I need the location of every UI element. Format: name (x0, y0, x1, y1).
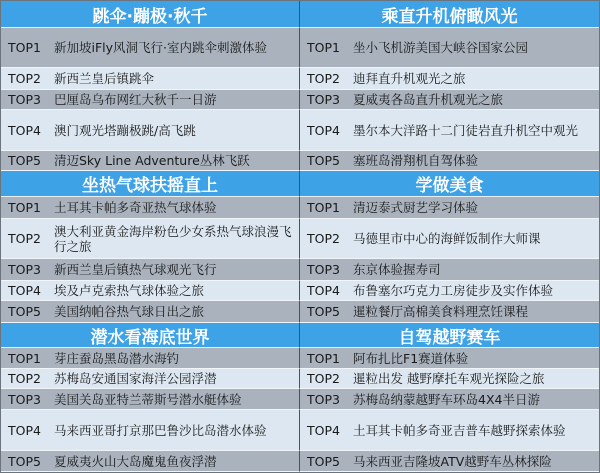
table-row (300, 90, 599, 110)
rank-label: TOP5 (8, 153, 41, 168)
rank-label: TOP2 (8, 71, 41, 86)
item-text: 美国关岛亚特兰蒂斯号潜水艇体验 (54, 391, 242, 407)
item-text: 夏威夷各岛直升机观光之旅 (353, 92, 504, 107)
table-row (300, 410, 599, 451)
section-header: 坐热气球扶摇直上 (1, 171, 300, 197)
table-row (1, 410, 300, 451)
table-row (300, 369, 599, 389)
item-text: 马来西亚哥打京那巴鲁沙比岛潜水体验 (54, 422, 267, 438)
item-text: 清迈泰式厨艺学习体验 (353, 200, 479, 215)
item-text: 芽庄蚕岛黑岛潜水海钓 (54, 350, 180, 366)
item-text: 暹粒出发 越野摩托车观光探险之旅 (353, 371, 545, 386)
rank-label: TOP5 (307, 153, 340, 168)
rank-label: TOP3 (307, 92, 340, 107)
item-text: 马来西亚吉隆坡ATV越野车丛林探险 (353, 453, 552, 469)
rank-label: TOP4 (307, 122, 340, 138)
item-text: 迪拜直升机观光之旅 (353, 71, 466, 86)
section-header: 自驾越野赛车 (300, 323, 599, 348)
item-text: 暹粒餐厅高棉美食料理烹饪课程 (353, 304, 529, 319)
rank-label: TOP3 (8, 391, 41, 407)
table-row (1, 389, 300, 410)
rank-label: TOP5 (8, 453, 41, 469)
rank-label: TOP1 (8, 40, 41, 55)
rank-label: TOP5 (307, 453, 340, 469)
rank-label: TOP4 (8, 283, 41, 298)
table-row (1, 219, 300, 259)
item-text: 美国纳帕谷热气球日出之旅 (54, 304, 205, 319)
table-row (300, 259, 599, 281)
table-row (300, 28, 599, 68)
section-header: 学做美食 (300, 171, 599, 197)
table-row (1, 301, 300, 323)
rank-label: TOP1 (8, 350, 41, 366)
item-text: 澳大利亚黄金海岸粉色少女系热气球浪漫飞行之旅 (54, 223, 292, 254)
table-row (1, 151, 300, 171)
rank-label: TOP1 (8, 200, 41, 215)
table-row (1, 259, 300, 281)
table-row (300, 219, 599, 259)
rank-label: TOP1 (307, 200, 340, 215)
item-text: 墨尔本大洋路十二门徒岩直升机空中观光 (353, 122, 579, 138)
table-row (300, 197, 599, 219)
item-text: 马德里市中心的海鲜饭制作大师课 (353, 231, 541, 246)
table-row (1, 451, 300, 472)
rank-label: TOP3 (307, 262, 340, 277)
table-row (1, 90, 300, 110)
rank-label: TOP2 (307, 371, 340, 386)
rank-label: TOP4 (307, 283, 340, 298)
table-row (300, 348, 599, 369)
item-text: 苏梅岛纳蒙越野车环岛4X4半日游 (353, 391, 540, 407)
item-text: 土耳其卡帕多奇亚吉普车越野探索体验 (353, 422, 566, 438)
table-row (300, 301, 599, 323)
item-text: 塞班岛滑翔机自驾体验 (353, 153, 479, 168)
rank-label: TOP4 (8, 422, 41, 438)
item-text: 新西兰皇后镇热气球观光飞行 (54, 262, 217, 277)
item-text: 清迈Sky Line Adventure丛林飞跃 (54, 153, 250, 168)
table-row (300, 451, 599, 472)
item-text: 埃及卢克索热气球体验之旅 (54, 283, 205, 298)
table-row (1, 110, 300, 151)
section-header: 跳伞·蹦极·秋千 (1, 1, 300, 28)
rank-label: TOP1 (307, 350, 340, 366)
item-text: 澳门观光塔蹦极跳/高飞跳 (54, 122, 196, 138)
rank-label: TOP3 (8, 92, 41, 107)
rank-label: TOP4 (8, 122, 41, 138)
table-row (1, 68, 300, 90)
table-row (1, 281, 300, 301)
item-text: 布鲁塞尔巧克力工房徒步及实作体验 (353, 283, 554, 298)
table-row (300, 389, 599, 410)
rank-label: TOP2 (307, 71, 340, 86)
table-row (300, 151, 599, 171)
rank-label: TOP2 (8, 231, 41, 246)
rank-label: TOP3 (8, 262, 41, 277)
table-row (1, 197, 300, 219)
table-row (1, 28, 300, 68)
item-text: 新加坡iFly风洞飞行·室内跳伞刺激体验 (54, 40, 268, 55)
item-text: 土耳其卡帕多奇亚热气球体验 (54, 200, 217, 215)
rank-label: TOP2 (8, 371, 41, 386)
rank-label: TOP2 (307, 231, 340, 246)
rank-label: TOP4 (307, 422, 340, 438)
table-row (1, 369, 300, 389)
rank-label: TOP3 (307, 391, 340, 407)
table-row (300, 110, 599, 151)
item-text: 苏梅岛安通国家海洋公园浮潜 (54, 371, 217, 386)
item-text: 巴厘岛乌布网红大秋千一日游 (54, 92, 217, 107)
item-text: 阿布扎比F1赛道体验 (353, 350, 469, 366)
item-text: 夏威夷火山大岛魔鬼鱼夜浮潜 (54, 453, 217, 469)
rank-label: TOP5 (307, 304, 340, 319)
table-row (300, 68, 599, 90)
table-row (1, 348, 300, 369)
section-header: 乘直升机俯瞰风光 (300, 1, 599, 28)
section-header: 潜水看海底世界 (1, 323, 300, 348)
item-text: 坐小飞机游美国大峡谷国家公园 (353, 40, 529, 55)
item-text: 新西兰皇后镇跳伞 (54, 71, 155, 86)
rank-label: TOP5 (8, 304, 41, 319)
table-row (300, 281, 599, 301)
item-text: 东京体验握寿司 (353, 262, 441, 277)
rank-label: TOP1 (307, 40, 340, 55)
